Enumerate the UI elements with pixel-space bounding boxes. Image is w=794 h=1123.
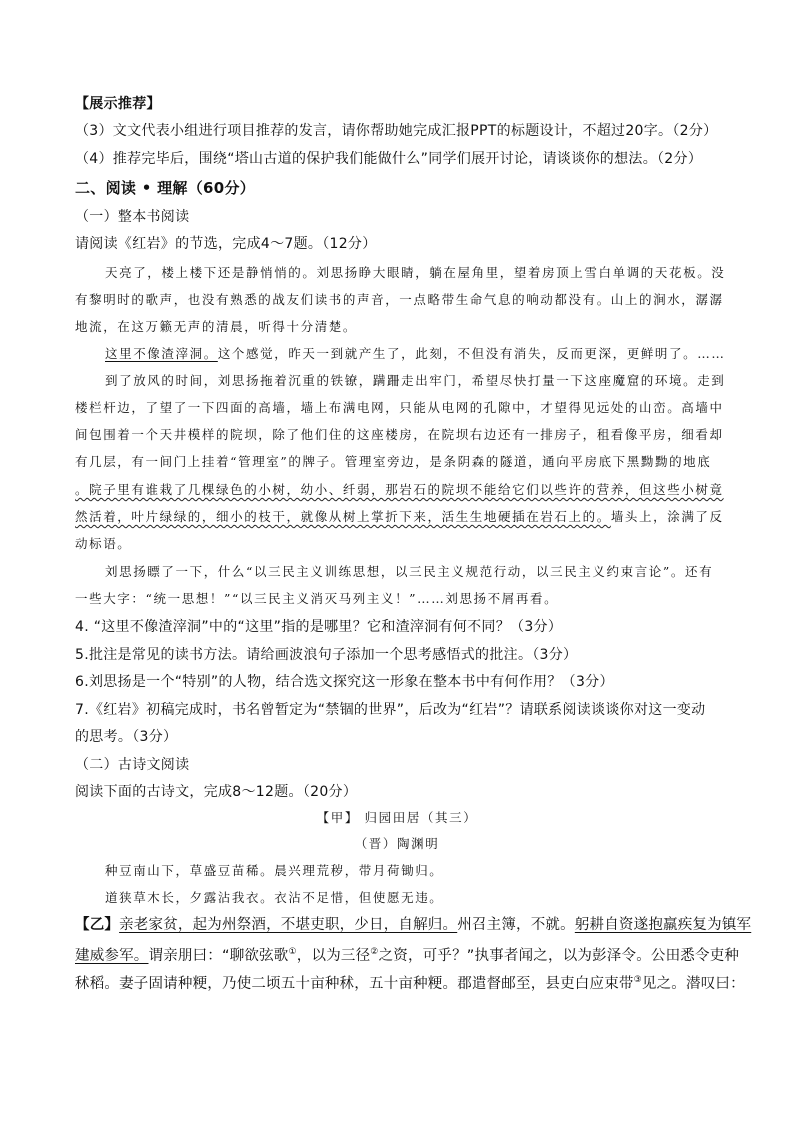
passage-line: 动标语。 xyxy=(75,536,132,551)
question-7-cont: 的思考。（3分） xyxy=(75,729,178,745)
passage-line: 有黎明时的歌声，也没有熟悉的战友们读书的声音，一点略带生命气息的响动都没有。山上的涧水，潺潺 xyxy=(75,292,724,307)
passage-line: 有几层，有一间门上挂着“管理室”的牌子。管理室旁边，是条阴森的隧道，通向平房底下黑黝黝的地底 xyxy=(75,454,712,469)
subsection-2-heading: （二）古诗文阅读 xyxy=(75,757,190,773)
footnote-marker: ② xyxy=(370,947,379,957)
passage-2-intro: 阅读下面的古诗文，完成8～12题。（20分） xyxy=(75,784,358,800)
underlined-sentence: 躬耕自资遂抱羸疾复为镇军 xyxy=(574,917,752,933)
section-label-showcase: 【展示推荐】 xyxy=(75,96,161,112)
question-3: （3）文文代表小组进行项目推荐的发言，请你帮助她完成汇报PPT的标题设计，不超过20字。（2分） xyxy=(75,123,718,139)
passage-line xyxy=(75,480,724,500)
passage-1-intro: 请阅读《红岩》的节选，完成4～7题。（12分） xyxy=(75,236,377,252)
passage-line: 天亮了，楼上楼下还是静悄悄的。刘思扬睁大眼睛，躺在屋角里，望着房顶上雪白单调的天花板。没 xyxy=(105,265,726,280)
passage-line: 一些大字：“统一思想！”“以三民主义消灭马列主义！”……刘思扬不屑再看。 xyxy=(75,591,559,606)
passage-line: 刘思扬瞟了一下，什么“以三民主义训练思想，以三民主义规范行动，以三民主义约束言论”。还有 xyxy=(105,564,714,579)
classical-text: 州召主簿，不就。 xyxy=(457,917,575,933)
section-label-yi: 【乙】 xyxy=(75,917,120,933)
question-6: 6.刘思扬是一个“特别”的人物，结合选文探究这一形象在整本书中有何作用？（3分） xyxy=(75,674,614,690)
poem-author: （晋）陶渊明 xyxy=(354,836,440,851)
underlined-sentence: 这里不像渣滓洞。 xyxy=(105,346,218,361)
question-4: 4. “这里不像渣滓洞”中的“这里”指的是哪里？它和渣滓洞有何不同？（3分） xyxy=(75,619,563,635)
question-4-discussion: （4）推荐完毕后，围绕“塔山古道的保护我们能做什么”同学们展开讨论，请谈谈你的想法。（2分） xyxy=(75,151,703,167)
wavy-underlined-sentence: 。院子里有谁栽了几棵绿色的小树，幼小、纤弱，那岩石的院坝不能给它们以些许的营养，但这些小树竟 xyxy=(75,482,724,497)
part2-title: 二、阅读 • 理解（60分） xyxy=(75,179,256,197)
passage-text: 墙头上，涂满了反 xyxy=(610,509,724,524)
underlined-sentence: 亲老家贫，起为州祭酒，不堪吏职，少日，自解归。 xyxy=(119,917,458,933)
classical-text-line xyxy=(75,915,751,935)
passage-line xyxy=(105,344,725,364)
passage-line: 到了放风的时间，刘思扬拖着沉重的铁镣，蹒跚走出牢门，希望尽快打量一下这座魔窟的环境。走到 xyxy=(105,373,726,388)
classical-text: 见之。潜叹曰： xyxy=(641,975,745,992)
footnote-marker: ③ xyxy=(633,975,642,985)
footnote-marker: ① xyxy=(288,947,297,957)
question-7: 7.《红岩》初稿完成时，书名曾暂定为“禁锢的世界”，后改为“红岩”？请联系阅读谈谈你对这一变动 xyxy=(75,702,706,718)
classical-text: 谓亲朋曰：“聊欲弦歌 xyxy=(148,947,289,964)
poem-line: 道狭草木长，夕露沾我衣。衣沾不足惜，但使愿无违。 xyxy=(105,890,444,905)
subsection-1-heading: （一）整本书阅读 xyxy=(75,209,190,225)
passage-line: 地流，在这万籁无声的清晨，听得十分清楚。 xyxy=(75,319,358,334)
wavy-underlined-sentence: 然活着，叶片绿绿的，细小的枝干，就像从树上掌折下来，活生生地硬插在岩石上的。 xyxy=(75,509,611,524)
classical-text-line xyxy=(75,942,739,966)
question-5: 5.批注是常见的读书方法。请给画波浪句子添加一个思考感悟式的批注。（3分） xyxy=(75,647,578,663)
classical-text-line xyxy=(75,970,745,994)
classical-text: 之资，可乎？”执事者闻之，以为彭泽令。公田悉令吏种 xyxy=(378,947,740,964)
underlined-sentence: 建威参军。 xyxy=(75,947,149,964)
classical-text: 秫稻。妻子固请种粳，乃使二顷五十亩种秫，五十亩种粳。郡遣督邮至，县吏白应束带 xyxy=(75,975,634,992)
passage-line: 间包围着一个天井模样的院坝，除了他们住的这座楼房，在院坝右边还有一排房子，租看像平房，细看却 xyxy=(75,427,724,442)
classical-text: ，以为三径 xyxy=(296,947,371,964)
passage-text: 这个感觉，昨天一到就产生了，此刻，不但没有消失，反而更深，更鲜明了。…… xyxy=(217,346,726,361)
poem-title: 【甲】 归园田居（其三） xyxy=(316,810,478,825)
passage-line: 楼栏杆边，了望了一下四面的高墙，墙上布满电网，只能从电网的孔隙中，才望得见远处的山峦。高墙中 xyxy=(75,400,724,415)
poem-line: 种豆南山下，草盛豆苗稀。晨兴理荒秽，带月荷锄归。 xyxy=(105,863,444,878)
passage-line xyxy=(75,507,724,527)
